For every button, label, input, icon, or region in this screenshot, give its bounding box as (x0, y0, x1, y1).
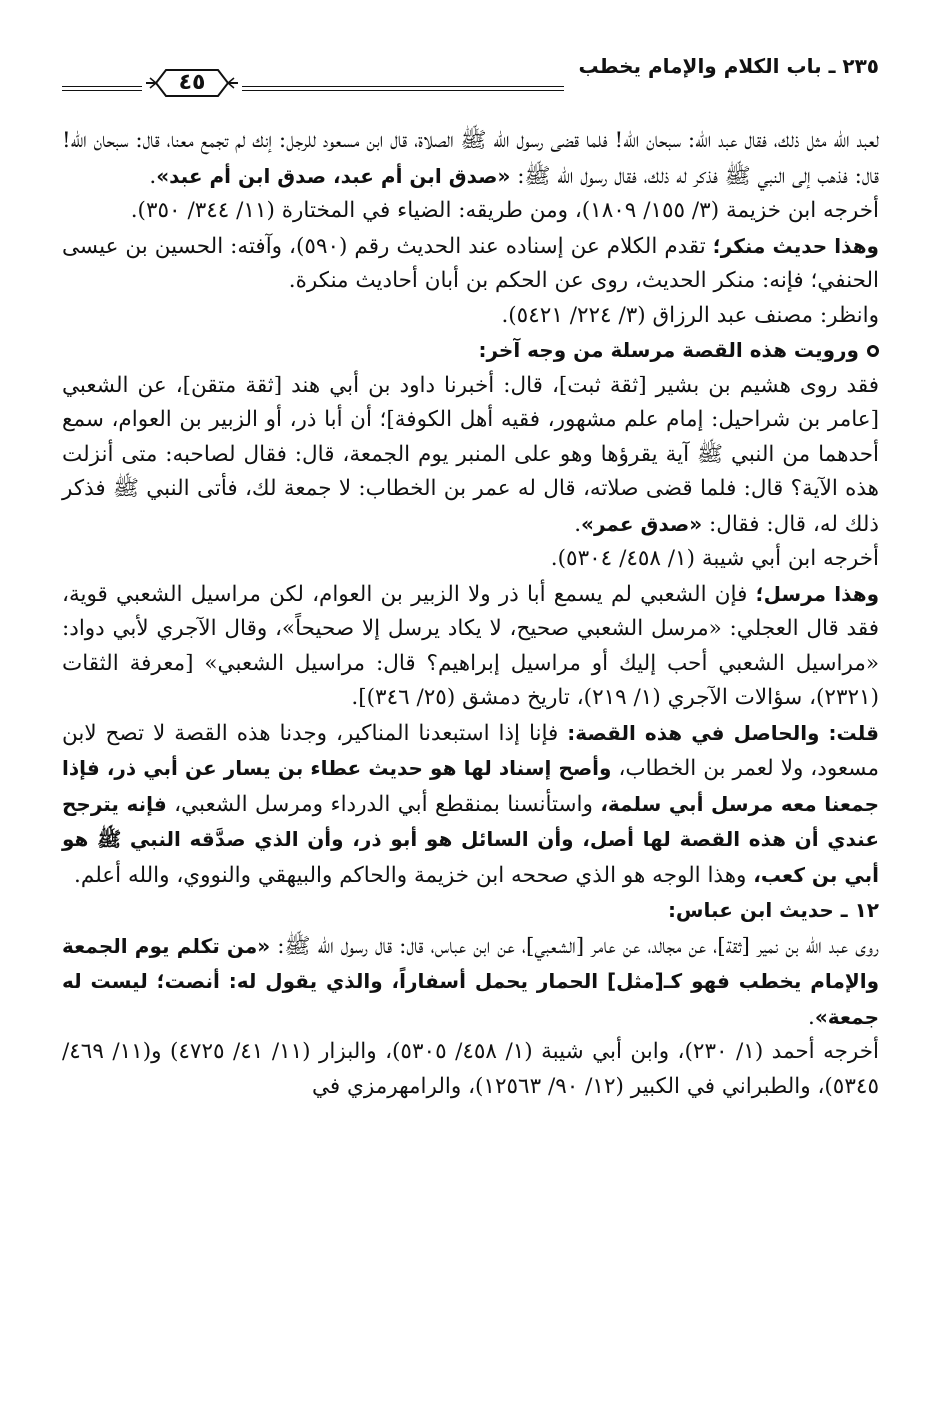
text-run: فإنا إذا استبعدنا المناكير، وجدنا هذه القصة لا تصح لابن مسعود، ولا لعمر بن الخطاب، (62, 720, 879, 781)
bold-text: ١٢ ـ حديث ابن عباس: (667, 898, 879, 922)
text-run: وانظر: مصنف عبد الرزاق (٣/ ٢٢٤/ ٥٤٢١). (501, 302, 879, 328)
page-number: ٤٥ (178, 70, 206, 95)
text-run: . (807, 1004, 815, 1030)
text-run: أخرجه أحمد (١/ ٢٣٠)، وابن أبي شيبة (١/ ٤٥٨/ ٥٣٠٥)، والبزار (١١/ ٤١/ ٤٧٢٥) و(١١/ ٤٦٩/ ٥٣٤٥)، والطبراني في الكبير (١٢/ ٩٠/ ١٢٥٦٣)، والرامهرمزي في (62, 1039, 880, 1099)
bold-text: وهذا مرسل؛ (755, 581, 879, 606)
bullet-circle-icon (867, 345, 879, 357)
text-run: وهذا الوجه هو الذي صححه ابن خزيمة والحاكم والبيهقي والنووي، والله أعلم. (74, 862, 754, 888)
paragraph (62, 333, 879, 369)
bold-text: ورويت هذه القصة مرسلة من وجه آخر: (478, 338, 859, 362)
text-run: أخرجه ابن خزيمة (٣/ ١٥٥/ ١٨٠٩)، ومن طريقه: الضياء في المختارة (١١/ ٣٤٤/ ٣٥٠). (130, 198, 879, 223)
text-run: واستأنسنا بمنقطع أبي الدرداء ومرسل الشعبي، (166, 791, 601, 817)
header-rule (62, 86, 564, 91)
paragraph (62, 369, 879, 543)
text-run: تقدم الكلام عن إسناده عند الحديث رقم (٥٩٠)، وآفته: الحسين بن عيسى الحنفي؛ فإنه: منكر الحديث، روى عن الحكم بن أبان أحاديث منكرة. (62, 233, 879, 293)
bold-text: قلت: والحاصل في هذه القصة: (567, 720, 879, 745)
page-number-ornament (142, 66, 242, 100)
paragraph (62, 299, 879, 334)
paragraph (62, 577, 879, 716)
text-run: . (149, 163, 157, 189)
paragraph (62, 229, 879, 299)
bold-text: «صدق عمر» (581, 511, 703, 536)
bold-text: فإنه يترجح عندي أن هذه القصة لها أصل، وأن السائل هو أبو ذر، وأن الذي صدَّقه النبي ﷺ هو أبي بن كعب، (62, 791, 879, 887)
paragraph (62, 124, 879, 194)
text-run: لعبد الله مثل ذلك، فقال عبد الله: سبحان الله! فلما قضى رسول الله ﷺ الصلاة، قال ابن مسعود للرجل: إنك لم تجمع معنا، قال: سبحان الله! قال: فذهب إلى النبي ﷺ فذكر له ذلك، فقال رسول الله ﷺ: (62, 128, 879, 189)
page-body (62, 124, 879, 1104)
paragraph (62, 929, 879, 1036)
bold-text: وأصح إسناد لها هو حديث عطاء بن يسار عن أبي ذر، فإذا جمعنا معه مرسل أبي سلمة، (62, 756, 879, 816)
bold-text: وهذا حديث منكر؛ (712, 233, 879, 258)
text-run: فقد روى هشيم بن بشير [ثقة ثبت]، قال: أخبرنا داود بن أبي هند [ثقة متقن]، عن الشعبي [عامر بن شراحيل: إمام علم مشهور، فقيه أهل الكوفة]؛ أن أبا ذر، أو الزبير بن العوام، سمع أحدهما من النبي ﷺ آية يقرؤها وهو على المنبر يوم الجمعة، قال: فقال لصاحبه: متى أنزلت هذه الآية؟ قال: فلما قضى صلاته، قال له عمر بن الخطاب: لا جمعة لك، فأتى النبي ﷺ فذكر ذلك له، قال: فقال: (62, 372, 879, 537)
running-title: ٢٣٥ ـ باب الكلام والإمام يخطب (578, 54, 879, 78)
book-page (0, 42, 937, 1415)
text-run: فإن الشعبي لم يسمع أبا ذر ولا الزبير بن العوام، لكن مراسيل الشعبي قوية، فقد قال العجلي: «مرسل الشعبي صحيح، لا يكاد يرسل إلا صحيحاً»، وقال الآجري لأبي دواد: «مراسيل الشعبي أحب إليك أو مراسيل إبراهيم؟ قال: مراسيل الشعبي» [معرفة الثقات (٢٣٢١)، سؤالات الآجري (١/ ٢١٩)، تاريخ دمشق (٢٥/ ٣٤٦)]. (62, 581, 879, 710)
paragraph (62, 1035, 879, 1104)
bold-text: «صدق ابن أم عبد، صدق ابن أم عبد» (156, 163, 511, 188)
page-header (62, 42, 879, 104)
text-run: أخرجه ابن أبي شيبة (١/ ٤٥٨/ ٥٣٠٤). (550, 546, 879, 571)
paragraph (62, 716, 879, 894)
bold-text: «من تكلم يوم الجمعة والإمام يخطب فهو كـ[مثل] الحمار يحمل أسفاراً، والذي يقول له: أنصت؛ ليست له جمعة» (62, 933, 879, 1029)
paragraph (62, 194, 879, 229)
paragraph (62, 542, 879, 577)
paragraph (62, 893, 879, 929)
text-run: . (574, 511, 582, 537)
text-run: روى عبد الله بن نمير [ثقة]، عن مجالد، عن عامر [الشعبي]، عن ابن عباس، قال: قال رسول الله ﷺ: (270, 933, 879, 959)
